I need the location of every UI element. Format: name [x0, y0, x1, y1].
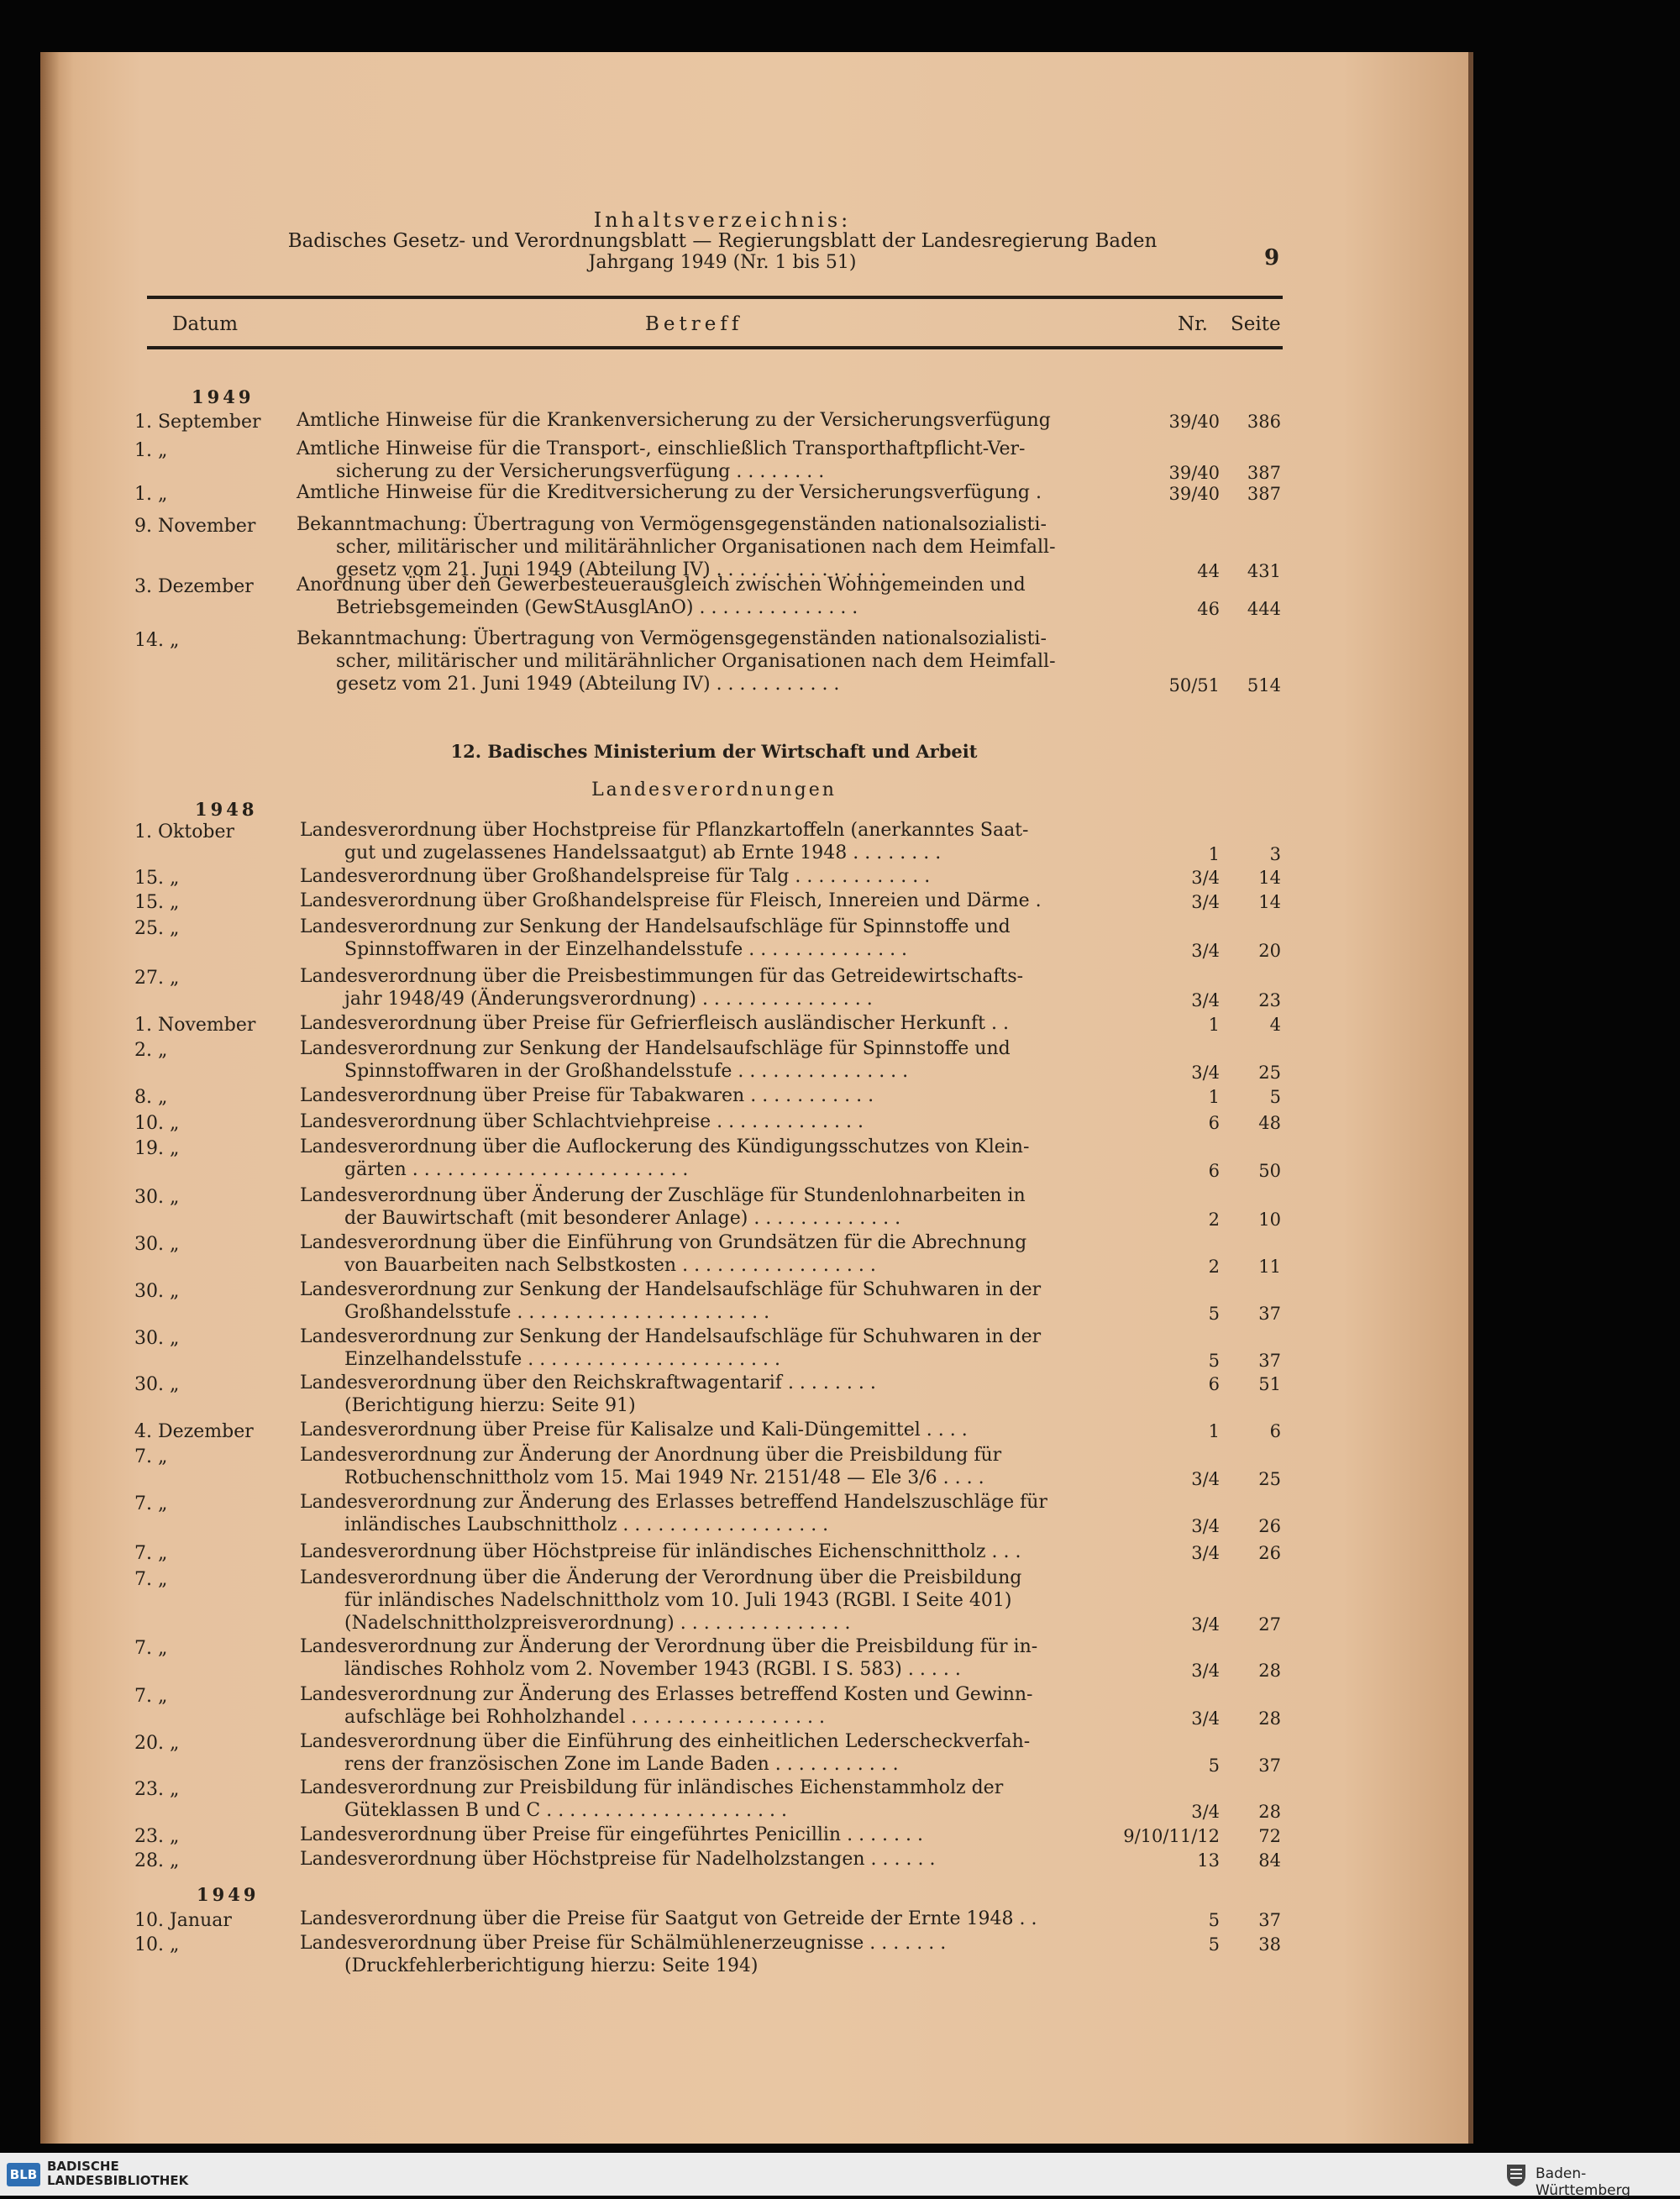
entry-issue-number: 5: [1208, 1351, 1220, 1371]
entry-subject-continuation: inländisches Laubschnittholz . . . . . . . . . . . . . . . . . .: [344, 1514, 829, 1535]
entry-subject: Landesverordnung über Preise für Gefrierfleisch ausländischer Herkunft . .: [300, 1013, 1009, 1034]
entry-issue-number: 6: [1208, 1113, 1220, 1133]
entry-issue-number: 3/4: [1191, 1708, 1220, 1729]
entry-page-number: 37: [1258, 1351, 1281, 1371]
entry-subject-continuation: gesetz vom 21. Juni 1949 (Abteilung IV) . . . . . . . . . . .: [336, 674, 840, 695]
entry-subject-continuation: gesetz vom 21. Juni 1949 (Abteilung IV) . . . . . . . . . . . . . . .: [336, 559, 887, 580]
entry-issue-number: 3/4: [1191, 1063, 1220, 1083]
entry-issue-number: 9/10/11/12: [1123, 1826, 1220, 1846]
entry-date: 7. „: [134, 1543, 168, 1564]
entry-subject-continuation: Güteklassen B und C . . . . . . . . . . . . . . . . . . . . .: [344, 1800, 787, 1821]
entry-subject-continuation: der Bauwirtschaft (mit besonderer Anlage) . . . . . . . . . . . . .: [344, 1208, 901, 1229]
entry-date: 30. „: [134, 1234, 180, 1255]
entry-page-number: 386: [1247, 412, 1281, 432]
entry-subject-continuation: aufschläge bei Rohholzhandel . . . . . . . . . . . . . . . . .: [344, 1707, 825, 1728]
entry-page-number: 37: [1258, 1756, 1281, 1776]
column-header-datum: Datum: [172, 313, 239, 335]
entry-subject: Landesverordnung zur Senkung der Handelsaufschläge für Schuhwaren in der: [300, 1326, 1042, 1347]
entry-page-number: 51: [1258, 1374, 1281, 1394]
entry-page-number: 26: [1258, 1516, 1281, 1536]
entry-subject: Landesverordnung über Änderung der Zuschläge für Stundenlohnarbeiten in: [300, 1185, 1026, 1206]
page-spine: [40, 52, 59, 2144]
entry-subject: Landesverordnung zur Senkung der Handelsaufschläge für Schuhwaren in der: [300, 1279, 1042, 1300]
column-header-nr: Nr.: [1178, 313, 1208, 335]
entry-subject-continuation: Großhandelsstufe . . . . . . . . . . . . . . . . . . . . . .: [344, 1302, 770, 1323]
entry-date: 8. „: [134, 1087, 168, 1108]
entry-page-number: 28: [1258, 1661, 1281, 1681]
page-edge: [1468, 52, 1473, 2144]
entry-issue-number: 5: [1208, 1304, 1220, 1324]
entry-subject: Landesverordnung über die Änderung der Verordnung über die Preisbildung: [300, 1567, 1022, 1588]
entry-page-number: 14: [1258, 868, 1281, 888]
entry-date: 1. „: [134, 440, 168, 461]
entry-page-number: 23: [1258, 990, 1281, 1010]
entry-issue-number: 3/4: [1191, 990, 1220, 1010]
entry-date: 28. „: [134, 1850, 180, 1871]
entry-issue-number: 5: [1208, 1756, 1220, 1776]
entry-date: 7. „: [134, 1493, 168, 1514]
entry-issue-number: 46: [1197, 599, 1220, 619]
column-header-betreff: Betreff: [645, 313, 743, 335]
column-header-seite: Seite: [1231, 313, 1281, 335]
entry-subject: Landesverordnung zur Änderung des Erlasses betreffend Handelszuschläge für: [300, 1492, 1047, 1513]
entry-subject-continuation: (Berichtigung hierzu: Seite 91): [344, 1395, 636, 1416]
entry-page-number: 11: [1258, 1257, 1281, 1277]
entry-subject: Landesverordnung über die Preise für Saatgut von Getreide der Ernte 1948 . .: [300, 1908, 1037, 1929]
entry-page-number: 28: [1258, 1708, 1281, 1729]
entry-date: 10. „: [134, 1113, 180, 1134]
entry-issue-number: 39/40: [1168, 484, 1220, 504]
entry-page-number: 431: [1247, 561, 1281, 581]
entry-date: 1. Oktober: [134, 821, 235, 842]
entry-issue-number: 39/40: [1168, 463, 1220, 483]
entry-date: 7. „: [134, 1686, 168, 1707]
document-year-line: Jahrgang 1949 (Nr. 1 bis 51): [588, 252, 857, 273]
entry-subject-continuation: scher, militärischer und militärähnlicher Organisationen nach dem Heimfall-: [336, 537, 1056, 558]
entry-page-number: 3: [1269, 844, 1281, 864]
state-name: Baden-Württemberg: [1536, 2165, 1631, 2199]
entry-subject: Landesverordnung zur Änderung des Erlasses betreffend Kosten und Gewinn-: [300, 1684, 1033, 1705]
entry-page-number: 28: [1258, 1802, 1281, 1822]
entry-subject-continuation: Einzelhandelsstufe . . . . . . . . . . . . . . . . . . . . . .: [344, 1349, 780, 1370]
entry-subject-continuation: Spinnstoffwaren in der Großhandelsstufe . . . . . . . . . . . . . . .: [344, 1061, 909, 1082]
entry-subject: Landesverordnung über die Einführung von Grundsätzen für die Abrechnung: [300, 1232, 1027, 1253]
entry-subject: Anordnung über den Gewerbesteuerausgleich zwischen Wohngemeinden und: [297, 575, 1026, 596]
viewer-footer: [0, 2153, 1680, 2199]
entry-page-number: 48: [1258, 1113, 1281, 1133]
year-heading: 1949: [197, 1884, 260, 1905]
entry-page-number: 444: [1247, 599, 1281, 619]
coat-of-arms-icon: [1504, 2162, 1529, 2187]
entry-subject: Landesverordnung über die Auflockerung des Kündigungsschutzes von Klein-: [300, 1136, 1030, 1157]
entry-page-number: 27: [1258, 1614, 1281, 1635]
entry-subject: Landesverordnung über Hochstpreise für Pflanzkartoffeln (anerkanntes Saat-: [300, 820, 1029, 841]
entry-issue-number: 3/4: [1191, 1802, 1220, 1822]
entry-subject-continuation: scher, militärischer und militärähnlicher Organisationen nach dem Heimfall-: [336, 651, 1056, 672]
entry-issue-number: 3/4: [1191, 1543, 1220, 1563]
entry-subject-continuation: ländisches Rohholz vom 2. November 1943 (RGBl. I S. 583) . . . . .: [344, 1659, 961, 1680]
entry-subject: Bekanntmachung: Übertragung von Vermögensgegenständen nationalsozialisti-: [297, 514, 1047, 535]
page-number: 9: [1264, 245, 1280, 270]
entry-issue-number: 3/4: [1191, 1469, 1220, 1489]
entry-subject-continuation: gärten . . . . . . . . . . . . . . . . . . . . . . . .: [344, 1159, 689, 1180]
section-subtitle: Landesverordnungen: [591, 779, 837, 800]
entry-subject-continuation: (Nadelschnittholzpreisverordnung) . . . . . . . . . . . . . . .: [344, 1613, 851, 1634]
entry-page-number: 14: [1258, 892, 1281, 912]
entry-subject-continuation: rens der französischen Zone im Lande Baden . . . . . . . . . . .: [344, 1754, 899, 1775]
entry-date: 10. Januar: [134, 1910, 232, 1931]
entry-subject: Landesverordnung zur Senkung der Handelsaufschläge für Spinnstoffe und: [300, 1038, 1011, 1059]
entry-date: 25. „: [134, 918, 180, 939]
entry-page-number: 4: [1269, 1015, 1281, 1035]
entry-subject-continuation: Rotbuchenschnittholz vom 15. Mai 1949 Nr. 2151/48 — Ele 3/6 . . . .: [344, 1467, 984, 1488]
entry-subject-continuation: Spinnstoffwaren in der Einzelhandelsstufe . . . . . . . . . . . . . .: [344, 939, 908, 960]
entry-subject: Landesverordnung über die Preisbestimmungen für das Getreidewirtschafts-: [300, 966, 1024, 987]
entry-date: 20. „: [134, 1733, 180, 1754]
header-rule-bottom: [147, 346, 1283, 349]
entry-page-number: 72: [1258, 1826, 1281, 1846]
entry-subject: Landesverordnung über die Einführung des einheitlichen Lederscheckverfah-: [300, 1731, 1031, 1752]
entry-issue-number: 3/4: [1191, 941, 1220, 961]
year-heading: 1948: [195, 799, 258, 820]
entry-issue-number: 1: [1208, 1015, 1220, 1035]
entry-date: 9. November: [134, 516, 256, 537]
section-title: 12. Badisches Ministerium der Wirtschaft und Arbeit: [450, 741, 978, 762]
entry-subject: Landesverordnung zur Preisbildung für inländisches Eichenstammholz der: [300, 1777, 1004, 1798]
entry-date: 1. September: [134, 412, 261, 433]
entry-date: 7. „: [134, 1638, 168, 1659]
entry-subject: Amtliche Hinweise für die Transport-, einschließlich Transporthaftpflicht-Ver-: [297, 438, 1026, 459]
entry-page-number: 38: [1258, 1934, 1281, 1955]
entry-issue-number: 3/4: [1191, 892, 1220, 912]
entry-page-number: 37: [1258, 1910, 1281, 1930]
entry-issue-number: 5: [1208, 1934, 1220, 1955]
entry-date: 7. „: [134, 1446, 168, 1467]
entry-date: 15. „: [134, 892, 180, 913]
year-heading: 1949: [192, 386, 255, 407]
entry-issue-number: 50/51: [1168, 675, 1220, 695]
entry-page-number: 387: [1247, 463, 1281, 483]
entry-subject-continuation: Betriebsgemeinden (GewStAusglAnO) . . . . . . . . . . . . . .: [336, 597, 858, 618]
entry-issue-number: 3/4: [1191, 1614, 1220, 1635]
entry-date: 4. Dezember: [134, 1421, 254, 1442]
entry-page-number: 25: [1258, 1469, 1281, 1489]
entry-subject: Landesverordnung über Großhandelspreise für Talg . . . . . . . . . . . .: [300, 866, 931, 887]
entry-page-number: 25: [1258, 1063, 1281, 1083]
entry-date: 30. „: [134, 1374, 180, 1395]
entry-issue-number: 2: [1208, 1210, 1220, 1230]
entry-date: 23. „: [134, 1826, 180, 1847]
entry-subject-continuation: für inländisches Nadelschnittholz vom 10. Juli 1943 (RGBl. I Seite 401): [344, 1590, 1012, 1611]
entry-subject: Landesverordnung über Preise für Kalisalze und Kali-Düngemittel . . . .: [300, 1420, 968, 1441]
entry-issue-number: 13: [1197, 1850, 1220, 1871]
entry-issue-number: 1: [1208, 1087, 1220, 1107]
entry-subject-continuation: von Bauarbeiten nach Selbstkosten . . . . . . . . . . . . . . . . .: [344, 1255, 876, 1276]
entry-date: 23. „: [134, 1779, 180, 1800]
entry-date: 30. „: [134, 1328, 180, 1349]
document-title: Inhaltsverzeichnis:: [593, 208, 852, 232]
entry-subject: Amtliche Hinweise für die Kreditversicherung zu der Versicherungsverfügung .: [297, 482, 1042, 503]
entry-subject: Landesverordnung über Höchstpreise für Nadelholzstangen . . . . . .: [300, 1849, 936, 1870]
entry-page-number: 37: [1258, 1304, 1281, 1324]
entry-issue-number: 39/40: [1168, 412, 1220, 432]
entry-issue-number: 3/4: [1191, 868, 1220, 888]
entry-date: 19. „: [134, 1138, 180, 1159]
entry-date: 14. „: [134, 630, 180, 651]
entry-issue-number: 2: [1208, 1257, 1220, 1277]
entry-page-number: 5: [1269, 1087, 1281, 1107]
entry-subject: Landesverordnung über Schlachtviehpreise . . . . . . . . . . . . .: [300, 1111, 864, 1132]
entry-issue-number: 6: [1208, 1374, 1220, 1394]
blb-logo: BLB: [7, 2163, 40, 2186]
entry-subject-continuation: sicherung zu der Versicherungsverfügung . . . . . . . .: [336, 461, 825, 482]
entry-subject: Landesverordnung über Höchstpreise für inländisches Eichenschnittholz . . .: [300, 1541, 1021, 1562]
entry-date: 1. „: [134, 484, 168, 505]
entry-subject: Landesverordnung über Preise für Schälmühlenerzeugnisse . . . . . . .: [300, 1933, 947, 1954]
entry-page-number: 387: [1247, 484, 1281, 504]
entry-page-number: 84: [1258, 1850, 1281, 1871]
entry-page-number: 514: [1247, 675, 1281, 695]
entry-page-number: 6: [1269, 1421, 1281, 1441]
entry-subject: Landesverordnung über Preise für eingeführtes Penicillin . . . . . . .: [300, 1824, 924, 1845]
entry-subject-continuation: gut und zugelassenes Handelssaatgut) ab Ernte 1948 . . . . . . . .: [344, 842, 942, 863]
entry-date: 27. „: [134, 968, 180, 989]
entry-date: 7. „: [134, 1569, 168, 1590]
entry-subject: Landesverordnung über Großhandelspreise für Fleisch, Innereien und Därme .: [300, 890, 1042, 911]
entry-subject: Landesverordnung zur Änderung der Anordnung über die Preisbildung für: [300, 1445, 1002, 1466]
entry-issue-number: 1: [1208, 844, 1220, 864]
entry-page-number: 20: [1258, 941, 1281, 961]
entry-issue-number: 6: [1208, 1161, 1220, 1181]
entry-issue-number: 5: [1208, 1910, 1220, 1930]
entry-page-number: 50: [1258, 1161, 1281, 1181]
entry-subject: Landesverordnung zur Änderung der Verordnung über die Preisbildung für in-: [300, 1636, 1038, 1657]
entry-date: 30. „: [134, 1187, 180, 1208]
entry-issue-number: 1: [1208, 1421, 1220, 1441]
entry-subject: Landesverordnung zur Senkung der Handelsaufschläge für Spinnstoffe und: [300, 916, 1011, 937]
document-subtitle: Badisches Gesetz- und Verordnungsblatt — Regierungsblatt der Landesregierung Baden: [287, 230, 1158, 252]
header-rule-top: [147, 296, 1283, 299]
entry-issue-number: 44: [1197, 561, 1220, 581]
entry-issue-number: 3/4: [1191, 1516, 1220, 1536]
entry-date: 1. November: [134, 1015, 256, 1036]
entry-date: 3. Dezember: [134, 576, 254, 597]
entry-subject: Landesverordnung über Preise für Tabakwaren . . . . . . . . . . .: [300, 1085, 874, 1106]
entry-page-number: 26: [1258, 1543, 1281, 1563]
entry-subject-continuation: (Druckfehlerberichtigung hierzu: Seite 194): [344, 1955, 759, 1976]
entry-subject: Landesverordnung über den Reichskraftwagentarif . . . . . . . .: [300, 1372, 876, 1393]
library-name: BADISCHE LANDESBIBLIOTHEK: [47, 2159, 189, 2188]
entry-subject-continuation: jahr 1948/49 (Änderungsverordnung) . . . . . . . . . . . . . . .: [344, 989, 873, 1010]
entry-date: 30. „: [134, 1281, 180, 1302]
entry-date: 2. „: [134, 1040, 168, 1061]
entry-page-number: 10: [1258, 1210, 1281, 1230]
entry-issue-number: 3/4: [1191, 1661, 1220, 1681]
entry-date: 10. „: [134, 1934, 180, 1955]
entry-subject: Bekanntmachung: Übertragung von Vermögensgegenständen nationalsozialisti-: [297, 628, 1047, 649]
entry-subject: Amtliche Hinweise für die Krankenversicherung zu der Versicherungsverfügung: [297, 410, 1051, 431]
entry-date: 15. „: [134, 868, 180, 889]
